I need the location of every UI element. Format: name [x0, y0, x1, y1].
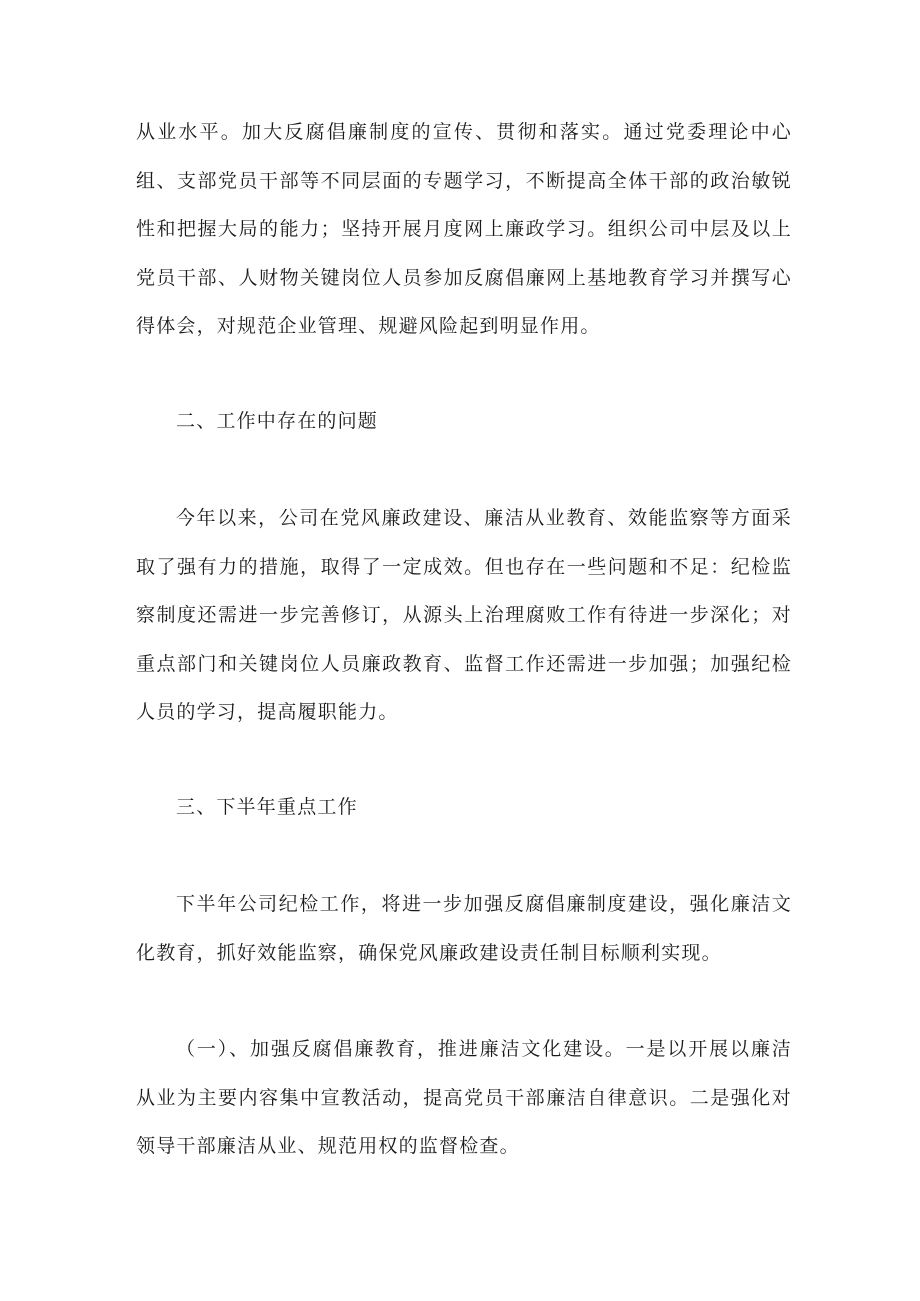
paragraph-key-work-intro: 下半年公司纪检工作，将进一步加强反腐倡廉制度建设，强化廉洁文化教育，抓好效能监察，确保党风廉政建设责任制目标顺利实现。 — [136, 893, 792, 964]
section-heading-key-work: 三、下半年重点工作 — [176, 796, 358, 818]
paragraph-problems: 今年以来，公司在党风廉政建设、廉洁从业教育、效能监察等方面采取了强有力的措施，取得了一定成效。但也存在一些问题和不足：纪检监察制度还需进一步完善修订，从源头上治理腐败工作有待进一步深化；对重点部门和关键岗位人员廉政教育、监督工作还需进一步加强；加强纪检人员的学习，提高履职能力。 — [136, 507, 792, 723]
section-heading-problems: 二、工作中存在的问题 — [176, 410, 379, 432]
paragraph-continuation: 从业水平。加大反腐倡廉制度的宣传、贯彻和落实。通过党委理论中心组、支部党员干部等不同层面的专题学习，不断提高全体干部的政治敏锐性和把握大局的能力；坚持开展月度网上廉政学习。组织公司中层及以上党员干部、人财物关键岗位人员参加反腐倡廉网上基地教育学习并撰写心得体会，对规范企业管理、规避风险起到明显作用。 — [136, 121, 792, 337]
paragraph-subsection-one: （一）、加强反腐倡廉教育，推进廉洁文化建设。一是以开展以廉洁从业为主要内容集中宣教活动，提高党员干部廉洁自律意识。二是强化对领导干部廉洁从业、规范用权的监督检查。 — [136, 1038, 792, 1157]
